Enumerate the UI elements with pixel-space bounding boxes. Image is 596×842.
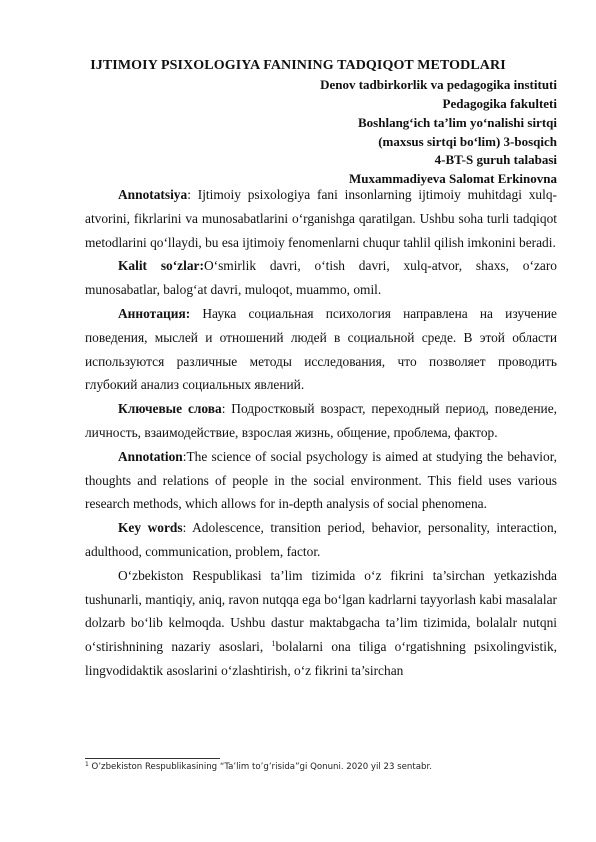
annotation-en-label: Annotation <box>118 448 183 464</box>
paper-title: IJTIMOIY PSIXOLOGIYA FANINING TADQIQOT METODLARI <box>90 58 506 73</box>
footnote-mark: 1 <box>85 761 89 768</box>
annotation-ru-label: Аннотация: <box>118 305 191 321</box>
annotation-uz-label: Annotatsiya <box>118 187 188 202</box>
keywords-uz <box>85 254 557 302</box>
annotation-ru <box>85 302 557 397</box>
affiliation-institute: Denov tadbirkorlik va pedagogika instituti <box>320 77 557 92</box>
affiliation-faculty: Pedagogika fakulteti <box>442 96 557 111</box>
article-body <box>85 183 557 683</box>
footnote-separator <box>85 758 220 759</box>
main-paragraph-text-2: bolalarni ona tiliga o‘rgatishning psixolingvistik, lingvodidaktik asoslarini o‘zlashtirish, o‘z fikrini ta’sirchan <box>85 639 557 678</box>
annotation-en-text: :The science of social psychology is aimed at studying the behavior, thoughts and relations of people in the social environment. This field uses various research methods, which allows for in-depth analysis of social phenomena. <box>85 448 557 512</box>
main-paragraph <box>85 564 557 683</box>
footnote-reference[interactable]: 1 <box>271 639 276 649</box>
annotation-ru-text: Наука социальная психология направлена на изучение поведения, мыслей и отношений людей в социальной среде. В этой области используются различные методы исследования, что позволяет проводить глубокий анализ социальных явлений. <box>85 305 557 393</box>
main-paragraph-text-1: O‘zbekiston Respublikasi ta’lim tizimida o‘z fikrini ta’sirchan yetkazishda tushunarli, mantiqiy, aniq, ravon nutqqa ega bo‘lgan kadrlarni tayyorlash kabi masalalar dolzarb bo‘lib kelmoqda. Ushbu dastur maktabgacha ta’lim tizimida, bolalalr nutqni o‘stirishnining nazariy asoslari, <box>85 567 557 655</box>
affiliation-program: Boshlang‘ich ta’lim yo‘nalishi sirtqi <box>358 115 557 130</box>
keywords-ru <box>85 397 557 445</box>
keywords-en-text: : Adolescence, transition period, behavior, personality, interaction, adulthood, communication, problem, factor. <box>85 520 557 559</box>
footnote <box>85 762 432 772</box>
keywords-en <box>85 516 557 564</box>
annotation-uz-text: : Ijtimoiy psixologiya fani insonlarning ijtimoiy muhitdagi xulq-atvorini, fikrlarini va munosabatlarini o‘rganishga qaratilgan. Ushbu soha turli tadqiqot metodlarini qo‘llaydi, bu esa ijtimoiy fenomenlarni chuqur tahlil qilish imkonini beradi. <box>85 187 557 250</box>
annotation-uz <box>85 183 557 254</box>
keywords-en-label: Key words <box>118 520 183 536</box>
affiliation-course: (maxsus sirtqi bo‘lim) 3-bosqich <box>378 134 557 149</box>
annotation-en <box>85 445 557 516</box>
keywords-ru-label: Ключевые слова <box>118 401 222 417</box>
keywords-uz-text: O‘smirlik davri, o‘tish davri, xulq-atvor, shaxs, o‘zaro munosabatlar, balog‘at davri, muloqot, muammo, omil. <box>85 258 557 298</box>
affiliation-group: 4-BT-S guruh talabasi <box>434 152 557 167</box>
keywords-uz-label: Kalit so‘zlar: <box>118 258 204 274</box>
footnote-text: O’zbekiston Respublikasining “Ta’lim to’g’risida”gi Qonuni. 2020 yil 23 sentabr. <box>88 762 432 772</box>
author-name: Muxammadiyeva Salomat Erkinovna <box>348 171 557 186</box>
keywords-ru-text: : Подростковый возраст, переходный период, поведение, личность, взаимодействие, взрослая жизнь, общение, проблема, фактор. <box>85 401 557 440</box>
